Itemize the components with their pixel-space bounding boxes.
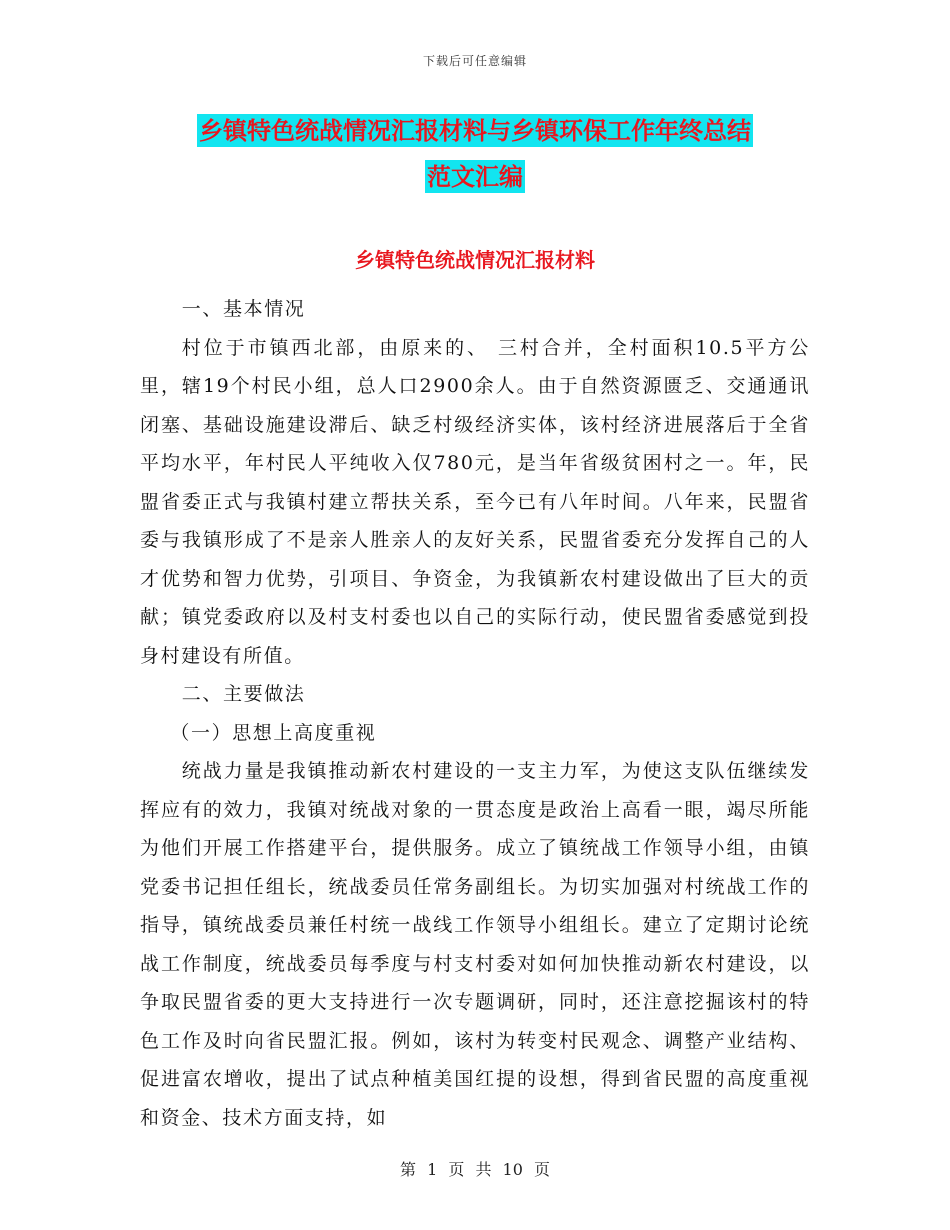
section-title: 乡镇特色统战情况汇报材料: [355, 248, 595, 272]
heading-main-practices: 二、主要做法: [181, 683, 306, 705]
document-title-line-2: 范文汇编: [427, 162, 523, 191]
paragraph-ideology: 统战力量是我镇推动新农村建设的一支主力军，为使这支队伍继续发挥应有的效力，我镇对统战对象的一贯态度是政治上高看一眼，竭尽所能为他们开展工作搭建平台，提供服务。成立了镇统战工作领导小组，由镇党委书记担任组长，统战委员任常务副组长。为切实加强对村统战工作的指导，镇统战委员兼任村统一战线工作领导小组组长。建立了定期讨论统战工作制度，统战委员每季度与村支村委对如何加快推动新农村建设，以争取民盟省委的更大支持进行一次专题调研，同时，还注意挖掘该村的特色工作及时向省民盟汇报。例如，该村为转变村民观念、调整产业结构、促进富农增收，提出了试点种植美国红提的设想，得到省民盟的高度重视和资金、技术方面支持，如: [140, 760, 810, 1129]
paragraph-basic-situation: 村位于市镇西北部，由原来的、 三村合并，全村面积10.5平方公里，辖19个村民小组，总人口2900余人。由于自然资源匮乏、交通通讯闭塞、基础设施建设滞后、缺乏村级经济实体，该村经济进展落后于全省平均水平，年村民人平纯收入仅780元，是当年省级贫困村之一。年，民盟省委正式与我镇村建立帮扶关系，至今已有八年时间。八年来，民盟省委与我镇形成了不是亲人胜亲人的友好关系，民盟省委充分发挥自己的人才优势和智力优势，引项目、争资金，为我镇新农村建设做出了巨大的贡献；镇党委政府以及村支村委也以自己的实际行动，使民盟省委感觉到投身村建设有所值。: [140, 336, 810, 667]
heading-basic-situation: 一、基本情况: [181, 298, 306, 320]
document-body: [140, 290, 810, 1137]
document-title-line-1: 乡镇特色统战情况汇报材料与乡镇环保工作年终总结: [199, 116, 751, 145]
document-title: [140, 108, 810, 200]
subheading-ideology: （一）思想上高度重视: [170, 721, 377, 744]
page-header-note: 下载后可任意编辑: [422, 54, 527, 68]
page-number-footer: 第 1 页 共 10 页: [400, 1160, 550, 1179]
